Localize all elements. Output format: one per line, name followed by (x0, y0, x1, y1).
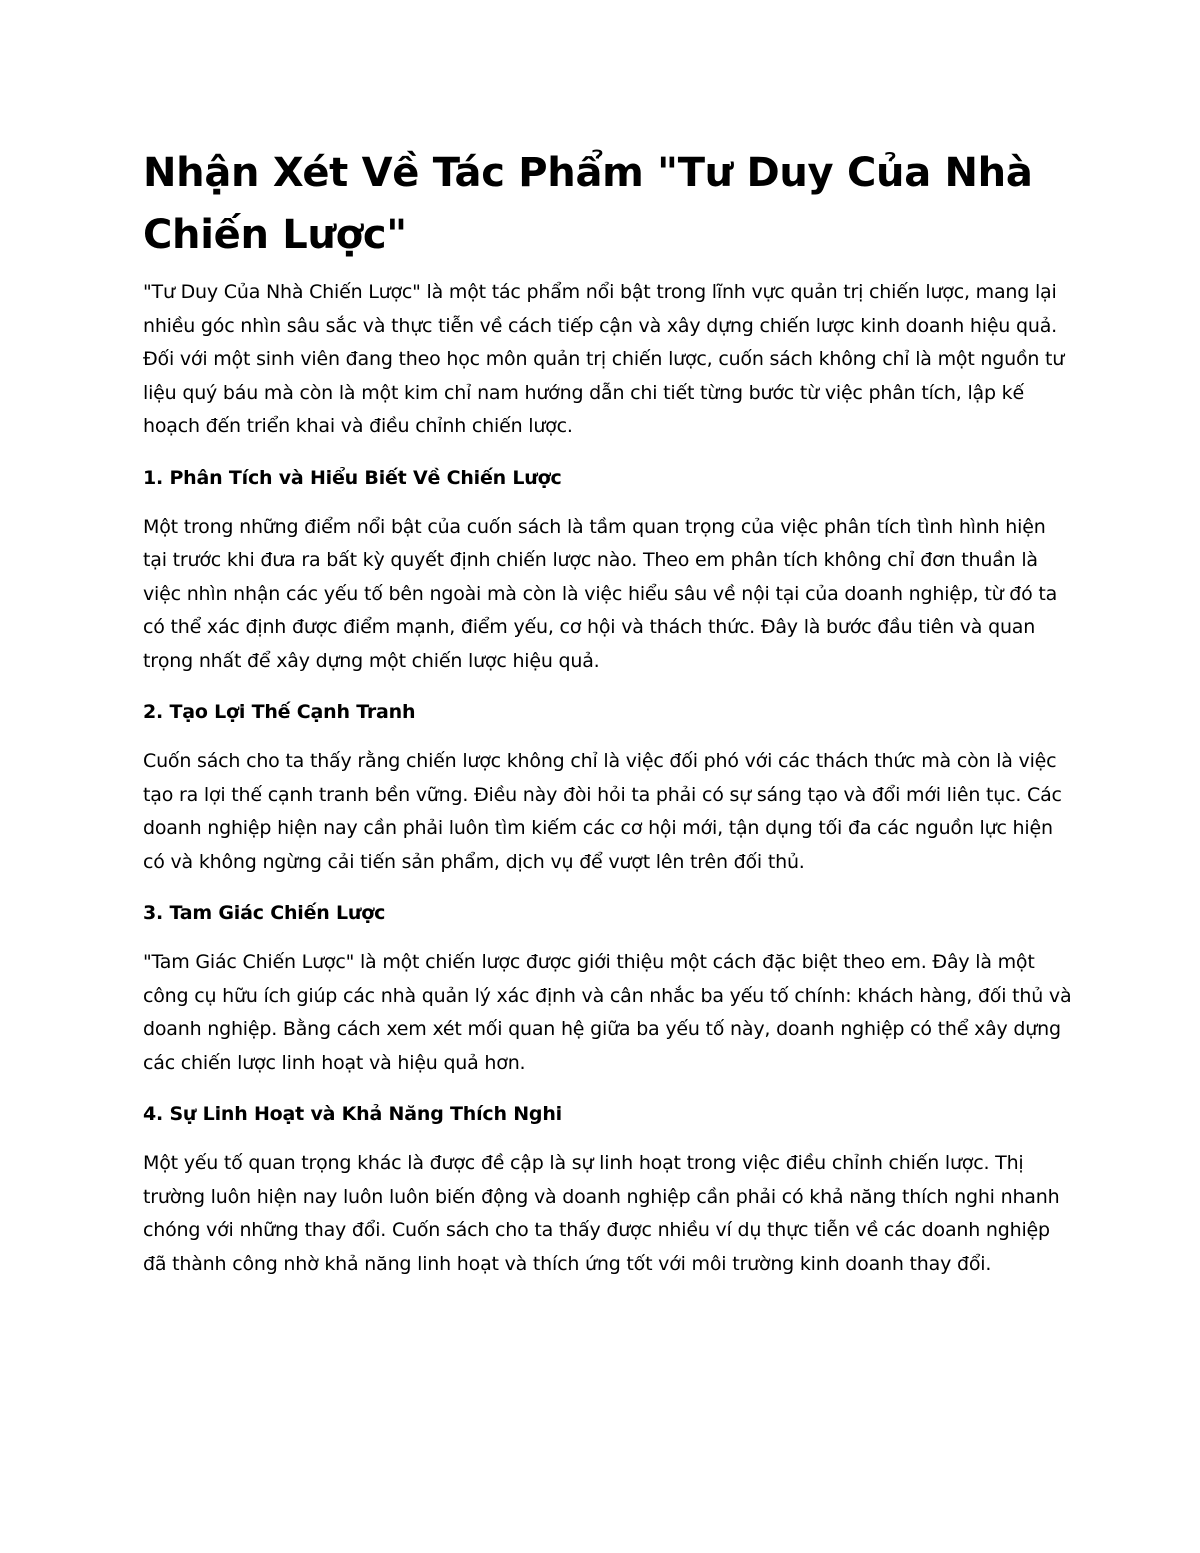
section-heading-2: 2. Tạo Lợi Thế Cạnh Tranh (143, 701, 416, 723)
section-heading-4: 4. Sự Linh Hoạt và Khả Năng Thích Nghi (143, 1103, 562, 1125)
document-title: Nhận Xét Về Tác Phẩm "Tư Duy Của Nhà Chiến Lược" (143, 150, 1033, 258)
section-paragraph-2: Cuốn sách cho ta thấy rằng chiến lược không chỉ là việc đối phó với các thách thức mà còn là việc tạo ra lợi thế cạnh tranh bền vững. Điều này đòi hỏi ta phải có sự sáng tạo và đổi mới liên tục. Các doanh nghiệp hiện nay cần phải luôn tìm kiếm các cơ hội mới, tận dụng tối đa các nguồn lực hiện có và không ngừng cải tiến sản phẩm, dịch vụ để vượt lên trên đối thủ. (143, 750, 1062, 873)
section-paragraph-1: Một trong những điểm nổi bật của cuốn sách là tầm quan trọng của việc phân tích tình hình hiện tại trước khi đưa ra bất kỳ quyết định chiến lược nào. Theo em phân tích không chỉ đơn thuần là việc nhìn nhận các yếu tố bên ngoài mà còn là việc hiểu sâu về nội tại của doanh nghiệp, từ đó ta có thể xác định được điểm mạnh, điểm yếu, cơ hội và thách thức. Đây là bước đầu tiên và quan trọng nhất để xây dựng một chiến lược hiệu quả. (143, 515, 1058, 672)
section-heading-3: 3. Tam Giác Chiến Lược (143, 902, 386, 924)
intro-paragraph: "Tư Duy Của Nhà Chiến Lược" là một tác phẩm nổi bật trong lĩnh vực quản trị chiến lược, mang lại nhiều góc nhìn sâu sắc và thực tiễn về cách tiếp cận và xây dựng chiến lược kinh doanh hiệu quả. Đối với một sinh viên đang theo học môn quản trị chiến lược, cuốn sách không chỉ là một nguồn tư liệu quý báu mà còn là một kim chỉ nam hướng dẫn chi tiết từng bước từ việc phân tích, lập kế hoạch đến triển khai và điều chỉnh chiến lược. (143, 281, 1065, 437)
document-content (143, 142, 1073, 1299)
section-paragraph-4: Một yếu tố quan trọng khác là được đề cập là sự linh hoạt trong việc điều chỉnh chiến lược. Thị trường luôn hiện nay luôn luôn biến động và doanh nghiệp cần phải có khả năng thích nghi nhanh chóng với những thay đổi. Cuốn sách cho ta thấy được nhiều ví dụ thực tiễn về các doanh nghiệp đã thành công nhờ khả năng linh hoạt và thích ứng tốt với môi trường kinh doanh thay đổi. (143, 1152, 1060, 1275)
section-paragraph-3: "Tam Giác Chiến Lược" là một chiến lược được giới thiệu một cách đặc biệt theo em. Đây là một công cụ hữu ích giúp các nhà quản lý xác định và cân nhắc ba yếu tố chính: khách hàng, đối thủ và doanh nghiệp. Bằng cách xem xét mối quan hệ giữa ba yếu tố này, doanh nghiệp có thể xây dựng các chiến lược linh hoạt và hiệu quả hơn. (143, 951, 1072, 1074)
section-heading-1: 1. Phân Tích và Hiểu Biết Về Chiến Lược (143, 466, 562, 489)
